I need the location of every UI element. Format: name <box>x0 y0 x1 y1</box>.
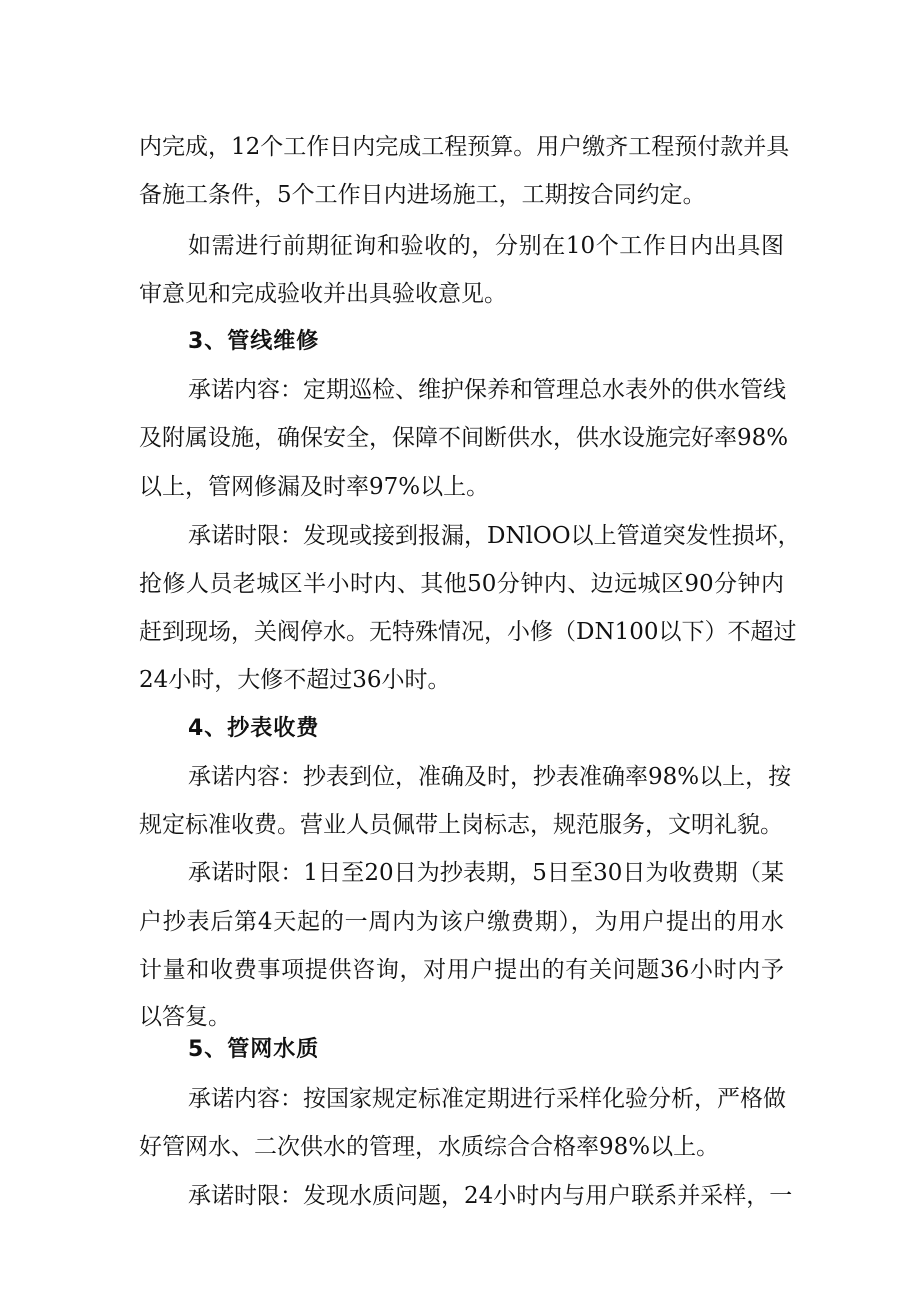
paragraph-line: 以答复。 <box>139 1004 231 1030</box>
paragraph-line: 规定标准收费。营业人员佩带上岗标志，规范服务，文明礼貌。 <box>139 812 783 838</box>
paragraph-line: 承诺时限：发现水质问题，24小时内与用户联系并采样，一 <box>188 1183 793 1209</box>
section-heading-5: 5、管网水质 <box>188 1037 320 1062</box>
paragraph-line: 好管网水、二次供水的管理，水质综合合格率98%以上。 <box>139 1134 720 1160</box>
paragraph-line: 24小时，大修不超过36小时。 <box>139 667 451 693</box>
paragraph-line: 内完成，12个工作日内完成工程预算。用户缴齐工程预付款并具 <box>139 134 790 160</box>
paragraph-line: 备施工条件，5个工作日内进场施工，工期按合同约定。 <box>139 182 706 208</box>
section-heading-3: 3、管线维修 <box>188 329 320 354</box>
paragraph-line: 赶到现场，关阀停水。无特殊情况，小修（DN100以下）不超过 <box>139 619 797 645</box>
paragraph-line: 以上，管网修漏及时率97%以上。 <box>139 474 490 500</box>
paragraph-line: 承诺内容：按国家规定标准定期进行采样化验分析，严格做 <box>188 1086 786 1112</box>
paragraph-line: 承诺时限：发现或接到报漏，DNlOO以上管道突发性损坏， <box>188 523 801 549</box>
paragraph-line: 承诺内容：抄表到位，准确及时，抄表准确率98%以上，按 <box>188 764 792 790</box>
paragraph-line: 计量和收费事项提供咨询，对用户提出的有关问题36小时内予 <box>139 957 784 983</box>
section-heading-4: 4、抄表收费 <box>188 716 320 741</box>
paragraph-line: 户抄表后第4天起的一周内为该户缴费期），为用户提出的用水 <box>139 909 784 935</box>
paragraph-line: 承诺内容：定期巡检、维护保养和管理总水表外的供水管线 <box>188 377 786 403</box>
paragraph-line: 抢修人员老城区半小时内、其他50分钟内、边远城区90分钟内 <box>139 571 784 597</box>
paragraph-line: 及附属设施，确保安全，保障不间断供水，供水设施完好率98% <box>139 425 789 451</box>
paragraph-line: 审意见和完成验收并出具验收意见。 <box>139 281 507 307</box>
paragraph-line: 承诺时限：1日至20日为抄表期，5日至30日为收费期（某 <box>188 860 784 886</box>
paragraph-line: 如需进行前期征询和验收的，分别在10个工作日内出具图 <box>188 233 784 259</box>
